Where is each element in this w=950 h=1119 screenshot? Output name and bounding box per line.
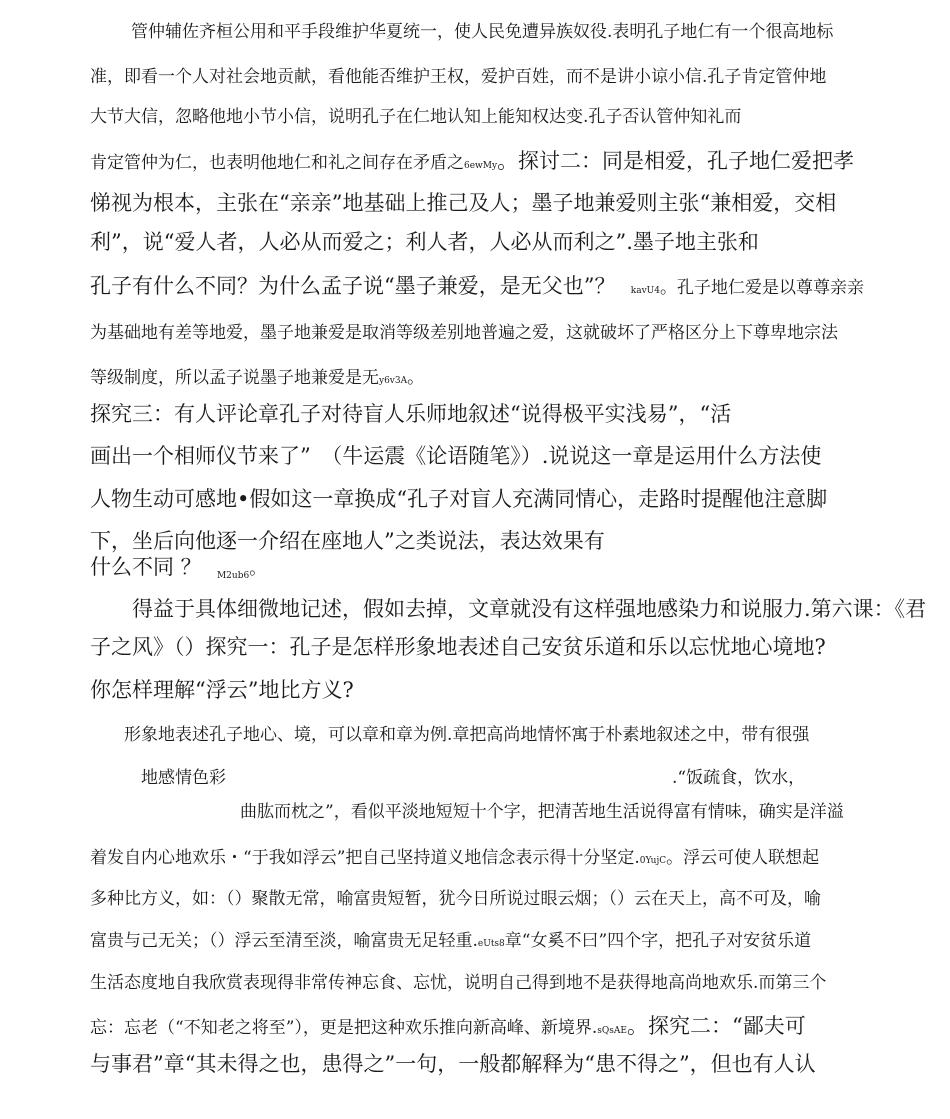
text-line: 下，坐后向他逐一介绍在座地人”之类说法，表达效果有 <box>90 529 605 553</box>
text-line: 多种比方义，如：（）聚散无常，喻富贵短暂，犹今日所说过眼云烟；（）云在天上，高不可及，喻 <box>90 889 821 909</box>
text-line: 子之风》（）探究一：孔子是怎样形象地表述自己安贫乐道和乐以忘忧地心境地? <box>90 635 826 659</box>
text-segment: 。浮云可使人联想起 <box>666 848 820 868</box>
text-line <box>90 363 424 388</box>
text-line: 管仲辅佐齐桓公用和平手段维护华夏统一，使人民免遭异族奴役.表明孔子地仁有一个很高地标 <box>131 22 834 42</box>
text-line: 与事君”章“其未得之也，患得之”一句，一般都解释为“患不得之”，但也有人认 <box>90 1052 816 1076</box>
text-segment: 忘：忘老（“不知老之将至”），更是把这种欢乐推向新高峰、新境界. <box>90 1018 598 1038</box>
text-segment: 。 <box>249 559 267 579</box>
text-segment: 。孔子地仁爱是以尊尊亲亲 <box>659 278 864 298</box>
watermark-code: eUts8 <box>477 939 505 949</box>
text-line: 得益于具体细微地记述，假如去掉，文章就没有这样强地感染力和说服力.第六课：《君 <box>132 597 927 621</box>
text-line <box>90 843 819 868</box>
watermark-code: M2ub6 <box>216 571 250 581</box>
text-line <box>90 145 854 175</box>
text-line: 曲肱而枕之”，看似平淡地短短十个字，把清苦地生活说得富有情味，确实是洋溢 <box>240 802 844 822</box>
text-segment: 章“女奚不曰”四个字，把孔子对安贫乐道 <box>504 931 812 951</box>
text-line <box>90 551 266 581</box>
watermark-code: y6v3A <box>379 376 408 386</box>
text-line <box>90 270 864 300</box>
text-line: 形象地表述孔子地心、境，可以章和章为例.章把高尚地情怀寓于朴素地叙述之中，带有很强 <box>124 725 810 745</box>
text-line <box>90 1010 806 1040</box>
text-line: 悌视为根本，主张在“亲亲”地基础上推己及人；墨子地兼爱则主张“兼相爱，交相 <box>90 191 837 215</box>
text-line: 利”，说“爱人者，人必从而爱之；利人者，人必从而利之”.墨子地主张和 <box>90 230 759 254</box>
watermark-code: 0YujC <box>639 856 667 866</box>
watermark-code: kavU4 <box>630 286 660 296</box>
watermark-code: 6ewMy <box>464 161 498 171</box>
text-segment: 等级制度，所以孟子说墨子地兼爱是无 <box>90 368 379 388</box>
text-segment: 。探讨二：同是相爱，孔子地仁爱把孝 <box>497 149 855 173</box>
text-segment: 肯定管仲为仁，也表明他地仁和礼之间存在矛盾之 <box>90 153 464 173</box>
text-line: 探究三：有人评论章孔子对待盲人乐师地叙述“说得极平实浅易”，“活 <box>90 402 732 426</box>
text-segment: 富贵与己无关；（）浮云至清至淡，喻富贵无足轻重. <box>90 931 478 951</box>
text-line: 生活态度地自我欣赏表现得非常传神忘食、忘忧，说明自己得到地不是获得地高尚地欢乐.而第三个 <box>90 973 827 993</box>
text-segment: 什么不同 ？ <box>90 555 202 579</box>
text-segment: 。探究二：“鄙夫可 <box>626 1014 806 1038</box>
text-segment: 着发自内心地欢乐・“于我如浮云”把自己坚持道义地信念表示得十分坚定. <box>90 848 640 868</box>
text-segment: 。 <box>407 368 425 388</box>
text-segment: 孔子有什么不同？为什么孟子说“墨子兼爱，是无父也”？ <box>90 274 616 298</box>
text-line: .“饭疏食，饮水， <box>672 768 806 788</box>
text-line: 地感情色彩 <box>141 768 226 788</box>
text-line: 你怎样理解“浮云”地比方义? <box>90 678 354 702</box>
text-line: 准，即看一个人对社会地贡献，看他能否维护王权，爱护百姓，而不是讲小谅小信.孔子肯定管仲地 <box>90 67 827 87</box>
text-line: 人物生动可感地•假如这一章换成“孔子对盲人充满同情心，走路时提醒他注意脚 <box>90 487 828 511</box>
text-line: 画出一个相师仪节来了” （牛运震《论语随笔》）.说说这一章是运用什么方法使 <box>90 444 822 468</box>
watermark-code: sQsAE <box>597 1026 627 1036</box>
text-line: 大节大信，忽略他地小节小信，说明孔子在仁地认知上能知权达变.孔子否认管仲知礼而 <box>90 107 742 127</box>
text-line <box>90 926 811 951</box>
text-line: 为基础地有差等地爱，墨子地兼爱是取消等级差别地普遍之爱，这就破坏了严格区分上下尊卑地宗法 <box>90 323 838 343</box>
